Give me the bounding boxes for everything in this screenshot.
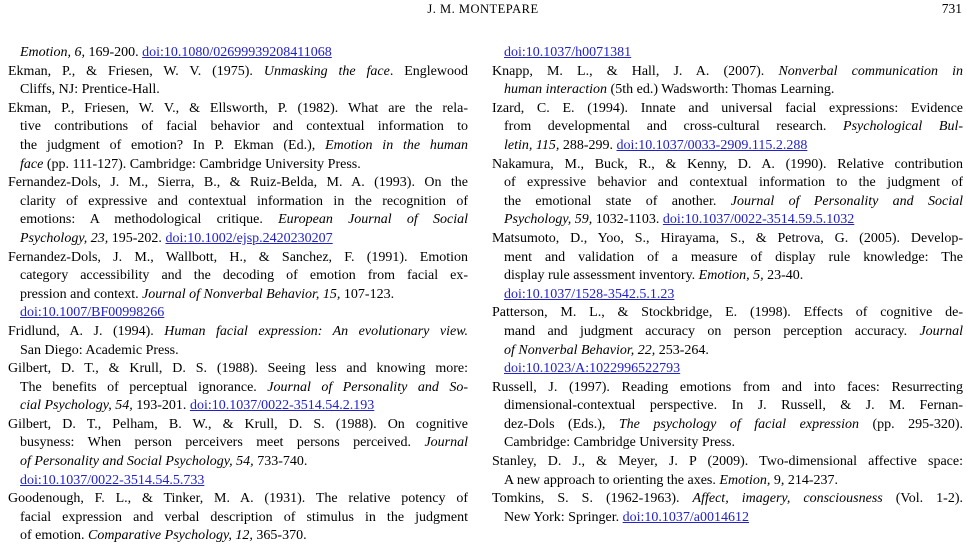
reference-text: Affect, imagery, consciousness: [692, 491, 896, 507]
reference-text: Fridlund, A. J. (1994).: [8, 323, 165, 339]
doi-link[interactable]: doi:10.1037/a0014612: [622, 509, 750, 525]
reference-text: Knapp, M. L., & Hall, J. A. (2007).: [492, 63, 779, 79]
reference-text: 288-299.: [562, 137, 617, 153]
reference-text: category accessibility and the decoding of emotion from facial ex-: [20, 268, 468, 284]
reference-line: [492, 156, 963, 175]
reference-text: European Journal of Social: [278, 212, 468, 228]
doi-link[interactable]: doi:10.1037/0022-3514.54.5.733: [20, 472, 205, 488]
reference-text: Journal: [424, 435, 468, 451]
reference-text: The benefits of perceptual ignorance.: [20, 379, 268, 395]
reference-line: [492, 286, 963, 305]
reference-text: from developmental and cross-cultural research.: [504, 119, 844, 135]
reference-text: Psychology, 23,: [20, 230, 112, 246]
reference-line: [492, 230, 963, 249]
reference-line: [8, 416, 468, 435]
reference-text: ment and validation of a measure of display rule knowledge: The: [504, 249, 963, 265]
reference-text: New York: Springer.: [504, 509, 623, 525]
reference-text: Psychology, 59,: [504, 212, 596, 228]
reference-text: busyness: When person perceivers meet persons perceived.: [20, 435, 425, 451]
reference-text: dimensional-contextual perspective. In J. Russell, & J. M. Fernan-: [504, 398, 963, 414]
doi-link[interactable]: doi:10.1007/BF00998266: [20, 305, 165, 321]
references-column-right: [492, 44, 963, 527]
reference-line: [8, 230, 468, 249]
reference-text: Stanley, D. J., & Meyer, J. P (2009). Two-dimensional affective space:: [492, 454, 963, 470]
reference-line: [492, 249, 963, 268]
reference-text: Emotion, 5,: [698, 268, 768, 284]
reference-line: [492, 174, 963, 193]
reference-line: [492, 323, 963, 342]
reference-line: [8, 490, 468, 509]
doi-link[interactable]: doi:10.1037/0033-2909.115.2.288: [616, 137, 808, 153]
reference-text: letin, 115,: [504, 137, 563, 153]
reference-text: of expressive behavior and contextual information to the judgment of: [504, 175, 963, 191]
reference-text: The psychology of facial expression: [618, 416, 873, 432]
reference-line: [8, 81, 468, 100]
reference-line: [8, 397, 468, 416]
reference-line: [8, 137, 468, 156]
reference-text: Human facial expression: An evolutionary view.: [164, 323, 468, 339]
reference-line: [492, 379, 963, 398]
reference-text: A new approach to orienting the axes.: [504, 472, 720, 488]
reference-text: 193-201.: [136, 398, 190, 414]
reference-line: [492, 137, 963, 156]
reference-text: dez-Dols (Eds.),: [504, 416, 619, 432]
reference-text: Nonverbal communication in: [778, 63, 963, 79]
reference-text: Patterson, M. L., & Stockbridge, E. (1998). Effects of cognitive de-: [492, 305, 963, 321]
reference-line: [8, 453, 468, 472]
reference-line: [492, 490, 963, 509]
reference-line: [492, 267, 963, 286]
reference-line: [8, 156, 468, 175]
reference-text: Nakamura, M., Buck, R., & Kenny, D. A. (1990). Relative contribution: [492, 156, 963, 172]
reference-line: [8, 44, 468, 63]
reference-text: 23-40.: [767, 268, 804, 284]
reference-line: [492, 509, 963, 528]
reference-text: (Vol. 1-2).: [895, 491, 963, 507]
reference-text: human interaction: [504, 82, 611, 98]
reference-line: [492, 193, 963, 212]
reference-text: the emotional state of another.: [504, 193, 731, 209]
references-column-left: [8, 44, 468, 546]
running-head: J. M. MONTEPARE: [427, 2, 539, 16]
reference-text: clarity of expressive and contextual information in the recognition of: [20, 193, 468, 209]
reference-text: 733-740.: [257, 454, 308, 470]
reference-line: [8, 63, 468, 82]
reference-text: Psychological Bul-: [843, 119, 963, 135]
doi-link[interactable]: doi:10.1037/0022-3514.59.5.1032: [662, 212, 855, 228]
reference-text: Emotion, 6,: [20, 45, 89, 60]
reference-text: Tomkins, S. S. (1962-1963).: [492, 491, 693, 507]
reference-line: [8, 527, 468, 546]
doi-link[interactable]: doi:10.1037/0022-3514.54.2.193: [189, 398, 375, 414]
reference-line: [492, 416, 963, 435]
reference-line: [8, 304, 468, 323]
doi-link[interactable]: doi:10.1037/1528-3542.5.1.23: [504, 286, 675, 302]
reference-line: [8, 193, 468, 212]
reference-text: Ekman, P., & Friesen, W. V. (1975).: [8, 63, 264, 79]
reference-text: of Nonverbal Behavior, 22,: [504, 342, 659, 358]
reference-line: [492, 304, 963, 323]
reference-text: 107-123.: [343, 286, 395, 302]
doi-link[interactable]: doi:10.1080/02699939208411068: [142, 45, 332, 60]
doi-link[interactable]: doi:10.1023/A:1022996522793: [504, 361, 681, 377]
reference-line: [8, 211, 468, 230]
reference-text: 195-202.: [111, 230, 166, 246]
reference-line: [492, 63, 963, 82]
reference-line: [492, 434, 963, 453]
reference-text: Journal of Personality and Social: [730, 193, 963, 209]
reference-text: Comparative Psychology, 12,: [88, 528, 257, 544]
reference-line: [492, 360, 963, 379]
reference-line: [8, 434, 468, 453]
reference-text: face: [20, 156, 47, 172]
reference-line: [8, 174, 468, 193]
reference-text: 1032-1103.: [595, 212, 663, 228]
reference-text: mand and judgment accuracy on person perception accuracy.: [504, 323, 920, 339]
doi-link[interactable]: doi:10.1002/ejsp.2420230207: [165, 230, 333, 246]
reference-text: of emotion.: [20, 528, 89, 544]
reference-text: Unmasking the face: [263, 63, 390, 79]
reference-text: (5th ed.) Wadsworth: Thomas Learning.: [610, 82, 835, 98]
reference-line: [492, 397, 963, 416]
reference-line: [8, 267, 468, 286]
reference-line: [8, 118, 468, 137]
reference-text: Ekman, P., Friesen, W. V., & Ellsworth, P. (1982). What are the rela-: [8, 100, 468, 116]
reference-text: tive contributions of facial behavior and contextual information to: [20, 119, 468, 135]
reference-text: cial Psychology, 54,: [20, 398, 137, 414]
reference-text: . Englewood: [389, 63, 468, 79]
doi-link[interactable]: doi:10.1037/h0071381: [504, 45, 632, 60]
reference-line: [492, 453, 963, 472]
reference-line: [492, 342, 963, 361]
reference-line: [492, 81, 963, 100]
reference-line: [8, 342, 468, 361]
reference-text: emotions: A methodological critique.: [20, 212, 279, 228]
reference-text: Journal: [919, 323, 963, 339]
reference-text: Journal of Nonverbal Behavior, 15,: [142, 286, 344, 302]
reference-line: [8, 100, 468, 119]
reference-text: Izard, C. E. (1994). Innate and universal facial expressions: Evidence: [492, 100, 963, 116]
reference-text: facial expression and verbal description of stimulus in the judgment: [20, 509, 468, 525]
reference-text: 9, 214-237.: [770, 472, 839, 488]
reference-text: Fernandez-Dols, J. M., Wallbott, H., & Sanchez, F. (1991). Emotion: [8, 249, 468, 265]
reference-text: Russell, J. (1997). Reading emotions from and into faces: Resurrecting: [492, 379, 963, 395]
reference-text: pression and context.: [20, 286, 143, 302]
reference-text: (pp. 111-127). Cambridge: Cambridge University Press.: [46, 156, 361, 172]
reference-text: Cliffs, NJ: Prentice-Hall.: [20, 82, 160, 98]
reference-text: (pp. 295-320).: [872, 416, 963, 432]
reference-line: [492, 100, 963, 119]
reference-text: Journal of Personality and So-: [267, 379, 468, 395]
reference-text: 169-200.: [88, 45, 143, 60]
reference-line: [492, 118, 963, 137]
reference-line: [8, 379, 468, 398]
reference-text: San Diego: Academic Press.: [20, 342, 179, 358]
reference-line: [8, 472, 468, 491]
reference-text: Emotion,: [719, 472, 771, 488]
reference-text: Fernandez-Dols, J. M., Sierra, B., & Ruiz-Belda, M. A. (1993). On the: [8, 175, 468, 191]
reference-text: of Personality and Social Psychology, 54,: [20, 454, 258, 470]
reference-line: [8, 249, 468, 268]
reference-line: [492, 211, 963, 230]
reference-line: [8, 509, 468, 528]
reference-line: [8, 323, 468, 342]
reference-line: [492, 472, 963, 491]
reference-line: [492, 44, 963, 63]
reference-text: the judgment of emotion? In P. Ekman (Ed.),: [20, 137, 326, 153]
reference-text: Gilbert, D. T., & Krull, D. S. (1988). Seeing less and knowing more:: [8, 361, 468, 377]
reference-text: Goodenough, F. L., & Tinker, M. A. (1931). The relative potency of: [8, 491, 468, 507]
reference-text: display rule assessment inventory.: [504, 268, 699, 284]
reference-text: Matsumoto, D., Yoo, S., Hirayama, S., & Petrova, G. (2005). Develop-: [492, 230, 963, 246]
reference-text: Emotion in the human: [325, 137, 468, 153]
reference-text: 253-264.: [658, 342, 709, 358]
reference-text: Cambridge: Cambridge University Press.: [504, 435, 735, 451]
reference-text: Gilbert, D. T., Pelham, B. W., & Krull, D. S. (1988). On cognitive: [8, 416, 468, 432]
reference-text: 365-370.: [256, 528, 307, 544]
reference-line: [8, 360, 468, 379]
page-number: 731: [941, 1, 962, 16]
reference-line: [8, 286, 468, 305]
